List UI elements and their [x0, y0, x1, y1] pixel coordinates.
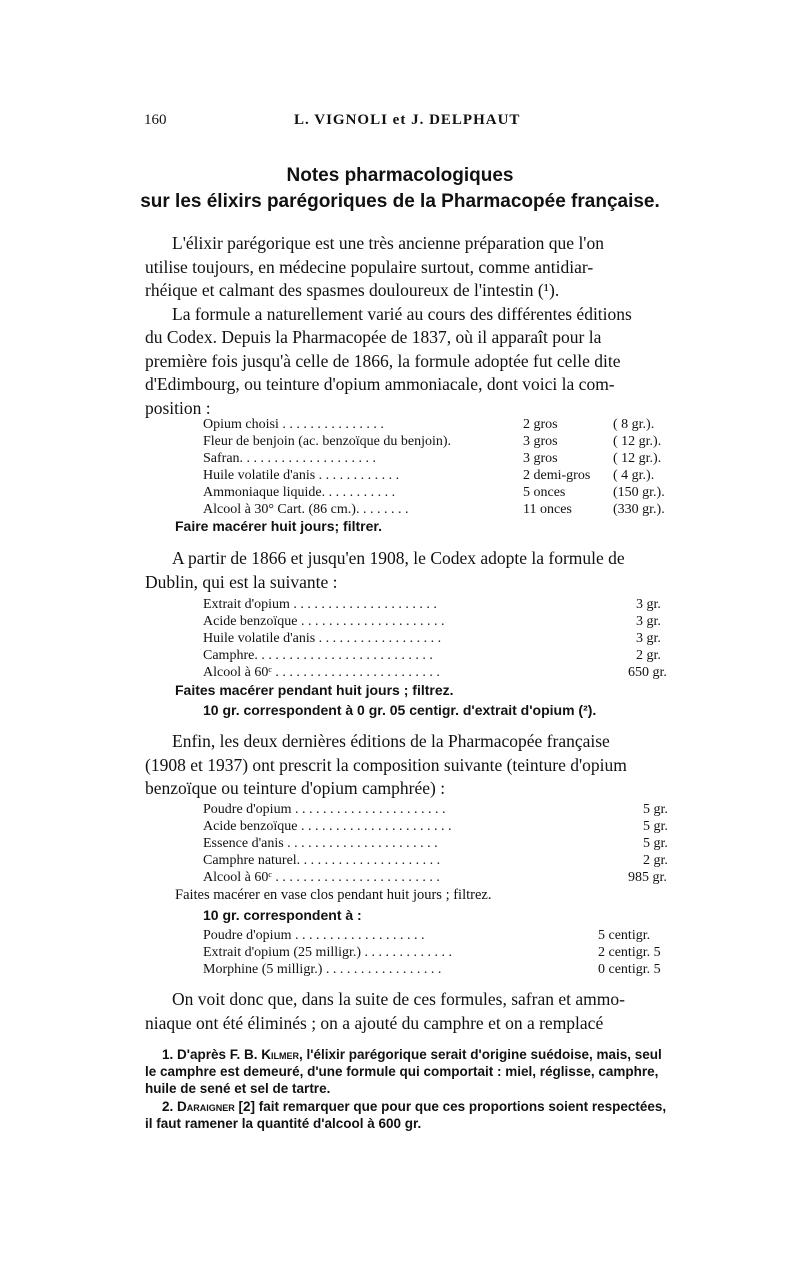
instruction-text: Faites macérer pendant huit jours ; filtrez. [175, 682, 454, 698]
footnote-prefix: 2. [162, 1099, 174, 1114]
formula-row [203, 613, 683, 630]
conclusion-paragraph [145, 988, 737, 1035]
article-title [100, 163, 700, 215]
text-line: A partir de 1866 et jusqu'en 1908, le Codex adopte la formule de [172, 548, 625, 568]
metric-equivalent: ( 8 gr.). [613, 417, 655, 432]
quantity: 985 gr. [628, 870, 667, 885]
quantity: 5 gr. [643, 836, 668, 851]
ingredient: Acide benzoïque . . . . . . . . . . . . . . . . . . . . . . [203, 819, 452, 834]
ingredient: Poudre d'opium . . . . . . . . . . . . . . . . . . . [203, 928, 425, 943]
formula-row [203, 664, 683, 681]
page-number: 160 [144, 112, 167, 128]
footnote-text: , l'élixir parégorique serait d'origine suédoise, mais, seul [299, 1047, 662, 1062]
metric-equivalent: (330 gr.). [613, 502, 665, 517]
correspondence-row [203, 927, 683, 944]
footnote-2 [145, 1098, 735, 1132]
final-paragraph [145, 730, 737, 801]
quantity: 2 gr. [643, 853, 668, 868]
ingredient: Acide benzoïque . . . . . . . . . . . . . . . . . . . . . [203, 614, 445, 629]
text-line: (1908 et 1937) ont prescrit la composition suivante (teinture d'opium [145, 754, 627, 775]
text-line: benzoïque ou teinture d'opium camphrée) : [145, 778, 446, 798]
text-line: La formule a naturellement varié au cours des différentes éditions [172, 303, 632, 324]
correspondence-title: 10 gr. correspondent à : [203, 907, 362, 923]
text-line: d'Edimbourg, ou teinture d'opium ammoniacale, dont voici la com- [145, 374, 615, 394]
footnote-line [145, 1046, 735, 1063]
running-title: L. VIGNOLI et J. DELPHAUT [294, 112, 521, 128]
formula-row [203, 818, 683, 835]
text-line: du Codex. Depuis la Pharmacopée de 1837, où il apparaît pour la [145, 327, 602, 347]
quantity: 2 gr. [636, 648, 661, 663]
text-line: L'élixir parégorique est une très ancienne préparation que l'on [172, 233, 604, 253]
quantity: 3 gros [523, 434, 558, 449]
correspondence-row [203, 961, 683, 978]
page-header [144, 112, 726, 134]
ingredient: Extrait d'opium (25 milligr.) . . . . . . . . . . . . . [203, 945, 453, 960]
formula-row [203, 596, 683, 613]
dublin-paragraph [145, 547, 737, 594]
footnote-line: huile de sené et sel de tartre. [145, 1081, 331, 1096]
correspondence-row [203, 944, 683, 961]
quantity: 5 gr. [643, 819, 668, 834]
quantity: 11 onces [523, 502, 572, 517]
text-line: première fois jusqu'à celle de 1866, la formule adoptée fut celle dite [145, 350, 621, 371]
intro-paragraph [145, 232, 737, 420]
formula-row [203, 467, 683, 484]
quantity: 2 centigr. 5 [598, 945, 661, 960]
footnote-line: il faut ramener la quantité d'alcool à 600 gr. [145, 1116, 422, 1131]
text-line: niaque ont été éliminés ; on a ajouté du camphre et on a remplacé [145, 1012, 604, 1033]
quantity: 5 onces [523, 485, 566, 500]
ingredient: Essence d'anis . . . . . . . . . . . . . . . . . . . . . . [203, 836, 438, 851]
footnote-1 [145, 1046, 735, 1097]
ingredient: Safran. . . . . . . . . . . . . . . . . . . . [203, 451, 377, 466]
quantity: 2 gros [523, 417, 558, 432]
text-line: rhéique et calmant des spasmes douloureux de l'intestin (¹). [145, 280, 560, 300]
formula-row [203, 852, 683, 869]
ingredient: Huile volatile d'anis . . . . . . . . . . . . [203, 468, 400, 483]
ingredient: Camphre naturel. . . . . . . . . . . . . . . . . . . . . [203, 853, 441, 868]
ingredient: Extrait d'opium . . . . . . . . . . . . . . . . . . . . . [203, 597, 437, 612]
metric-equivalent: ( 12 gr.). [613, 451, 662, 466]
formula-row [203, 869, 683, 886]
footnote-line: le camphre est demeuré, d'une formule qui comportait : miel, réglisse, camphre, [145, 1064, 659, 1079]
footnote-text: [2] fait remarquer que pour que ces proportions soient respectées, [234, 1099, 667, 1114]
metric-equivalent: ( 4 gr.). [613, 468, 655, 483]
ingredient: Alcool à 30° Cart. (86 cm.). . . . . . . . [203, 502, 409, 517]
title-line-2: sur les élixirs parégoriques de la Pharmacopée française. [140, 191, 660, 212]
formula-row [203, 416, 683, 433]
quantity: 2 demi-gros [523, 468, 591, 483]
title-line-1: Notes pharmacologiques [286, 165, 514, 186]
quantity: 3 gros [523, 451, 558, 466]
formula-row [203, 801, 683, 818]
text-line: Dublin, qui est la suivante : [145, 571, 338, 592]
footnote-line [145, 1098, 735, 1115]
formula-row [203, 835, 683, 852]
ingredient: Morphine (5 milligr.) . . . . . . . . . . . . . . . . . [203, 962, 442, 977]
instruction-text: Faire macérer huit jours; filtrer. [175, 518, 382, 534]
author-name: Kilmer [261, 1047, 300, 1062]
correspondence-text: 10 gr. correspondent à 0 gr. 05 centigr. d'extrait d'opium (²). [203, 702, 597, 718]
formula-row [203, 630, 683, 647]
quantity: 650 gr. [628, 665, 667, 680]
formula-row [203, 647, 683, 664]
quantity: 0 centigr. 5 [598, 962, 661, 977]
text-line: utilise toujours, en médecine populaire surtout, comme antidiar- [145, 256, 594, 277]
ingredient: Alcool à 60ᶜ . . . . . . . . . . . . . . . . . . . . . . . . [203, 665, 440, 680]
formula-row [203, 450, 683, 467]
quantity: 3 gr. [636, 631, 661, 646]
text-line: On voit donc que, dans la suite de ces formules, safran et ammo- [172, 989, 625, 1009]
quantity: 3 gr. [636, 597, 661, 612]
ingredient: Poudre d'opium . . . . . . . . . . . . . . . . . . . . . . [203, 802, 446, 817]
ingredient: Alcool à 60ᶜ . . . . . . . . . . . . . . . . . . . . . . . . [203, 870, 440, 885]
formula-row [203, 501, 683, 518]
metric-equivalent: (150 gr.). [613, 485, 665, 500]
ingredient: Camphre. . . . . . . . . . . . . . . . . . . . . . . . . . [203, 648, 433, 663]
quantity: 5 gr. [643, 802, 668, 817]
quantity: 3 gr. [636, 614, 661, 629]
footnote-prefix: 1. D'après F. B. [162, 1047, 258, 1062]
metric-equivalent: ( 12 gr.). [613, 434, 662, 449]
ingredient: Fleur de benjoin (ac. benzoïque du benjoin). [203, 434, 452, 449]
ingredient: Opium choisi . . . . . . . . . . . . . . . [203, 417, 384, 432]
ingredient: Huile volatile d'anis . . . . . . . . . . . . . . . . . . [203, 631, 442, 646]
formula-row [203, 433, 683, 450]
ingredient: Ammoniaque liquide. . . . . . . . . . . [203, 485, 396, 500]
formula-row [203, 484, 683, 501]
text-line: position : [145, 397, 211, 418]
instruction-text: Faites macérer en vase clos pendant huit jours ; filtrez. [175, 887, 492, 903]
author-name: Daraigner [177, 1099, 235, 1114]
quantity: 5 centigr. [598, 928, 651, 943]
text-line: Enfin, les deux dernières éditions de la Pharmacopée française [172, 731, 610, 751]
